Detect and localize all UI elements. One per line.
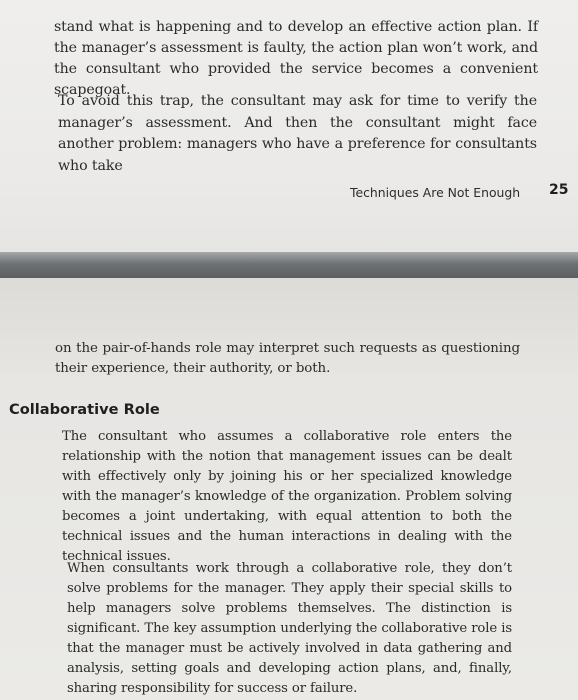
continuation-paragraph: on the pair-of-hands role may interpret such requests as questioning their experience, their authority, or both. [55,341,520,377]
page-number: 25 [549,182,569,198]
upper-book-page [0,0,578,252]
body-paragraph-verify-assessment: To avoid this trap, the consultant may ask for time to verify the manager’s assessment. And then the consultant might face another problem: managers who have a preference for consultants who take [58,93,537,174]
body-paragraph-collaborative-work: When consultants work through a collaborative role, they don’t solve problems for the manager. They apply their special skills to help managers solve problems themselves. The distinction is significant. The key assumption underlying the collaborative role is that the manager must be actively involved in data gathering and analysis, setting goals and developing action plans, and, finally, sharing responsibility for success or failure. [67,561,512,696]
body-paragraph-collaborative-definition: The consultant who assumes a collaborative role enters the relationship with the notion that management issues can be dealt with effectively only by joining his or her specialized knowledge with the manager’s knowledge of the organization. Problem solving becomes a joint undertaking, with equal attention to both the technical issues and the human interactions in dealing with the technical issues. [62,429,512,564]
page-gutter-shadow [0,252,578,278]
section-heading: Collaborative Role [9,401,160,418]
running-head: Techniques Are Not Enough [350,185,521,200]
body-paragraph-scapegoat: stand what is happening and to develop an effective action plan. If the manager’s assessment is faulty, the action plan won’t work, and the consultant who provided the service becomes a convenient scapegoat. [54,19,538,98]
